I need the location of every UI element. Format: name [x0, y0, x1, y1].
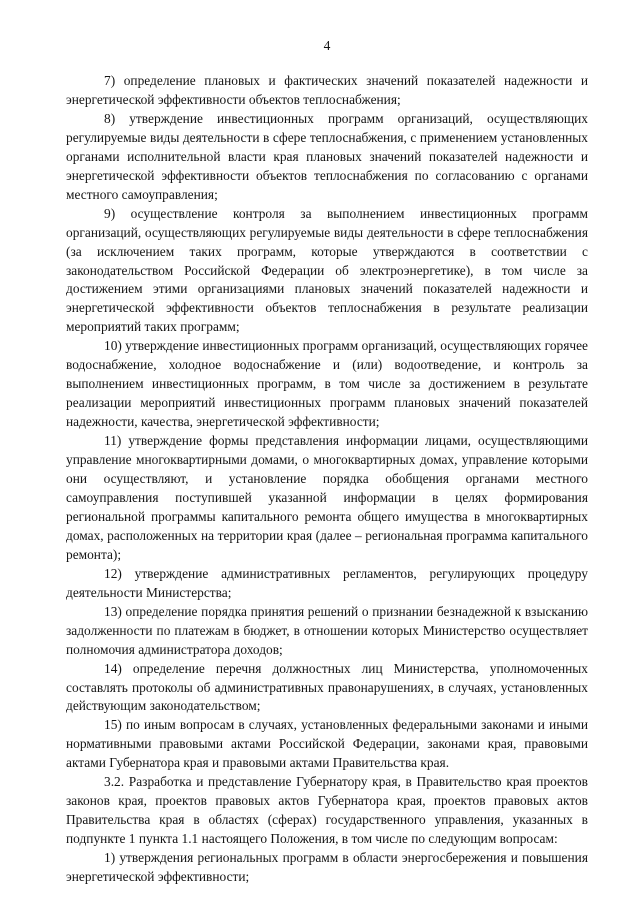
paragraph-item-12: 12) утверждение административных регламентов, регулирующих процедуру деятельности Министерства;: [66, 565, 588, 600]
subparagraph-item-1: 1) утверждения региональных программ в области энергосбережения и повышения энергетической эффективности;: [66, 850, 588, 885]
document-body: [66, 72, 588, 887]
paragraph-item-9: 9) осуществление контроля за выполнением инвестиционных программ организаций, осуществляющих регулируемые виды деятельности в сфере теплоснабжения (за исключением таких программ, которые утверждаются в соответствии с законодательством Российской Федерации об электроэнергетике), в том числе за достижением этими организациями плановых значений показателей надежности и энергетической эффективности объектов теплоснабжения в результате реализации мероприятий таких программ;: [66, 205, 588, 335]
paragraph-item-11: 11) утверждение формы представления информации лицами, осуществляющими управление многоквартирными домами, о многоквартирных домах, управление которыми они осуществляют, и установление порядка обобщения органами местного самоуправления поступившей указанной информации в целях формирования региональной программы капитального ремонта общего имущества в многоквартирных домах, расположенных на территории края (далее – региональная программа капитального ремонта);: [66, 433, 588, 562]
page-number: 4: [323, 38, 331, 53]
paragraph-item-7: 7) определение плановых и фактических значений показателей надежности и энергетической эффективности объектов теплоснабжения;: [66, 73, 588, 107]
paragraph-item-8: 8) утверждение инвестиционных программ организаций, осуществляющих регулируемые виды деятельности в сфере теплоснабжения, с применением установленных органами исполнительной власти края плановых значений показателей надежности и энергетической эффективности объектов теплоснабжения по согласованию с органами местного самоуправления;: [66, 110, 588, 202]
section-3-2-paragraph: 3.2. Разработка и представление Губернатору края, в Правительство края проектов законов края, проектов правовых актов Губернатора края, проектов правовых актов Правительства края в областях (сферах) государственного управления, указанных в подпункте 1 пункта 1.1 настоящего Положения, в том числе по следующим вопросам:: [66, 774, 588, 847]
paragraph-item-15: 15) по иным вопросам в случаях, установленных федеральными законами и иными нормативными правовыми актами Российской Федерации, законами края, правовыми актами Губернатора края и правовыми актами Правительства края.: [66, 717, 588, 771]
paragraph-item-10: 10) утверждение инвестиционных программ организаций, осуществляющих горячее водоснабжение, холодное водоснабжение и (или) водоотведение, и контроль за выполнением инвестиционных программ, в том числе за достижением в результате реализации мероприятий инвестиционных программ плановых значений показателей надежности, качества, энергетической эффективности;: [66, 338, 588, 430]
paragraph-item-14: 14) определение перечня должностных лиц Министерства, уполномоченных составлять протоколы об административных правонарушениях, в случаях, установленных действующим законодательством;: [66, 660, 588, 714]
paragraph-item-13: 13) определение порядка принятия решений о признании безнадежной к взысканию задолженности по платежам в бюджет, в отношении которых Министерство осуществляет полномочия администратора доходов;: [66, 603, 588, 657]
